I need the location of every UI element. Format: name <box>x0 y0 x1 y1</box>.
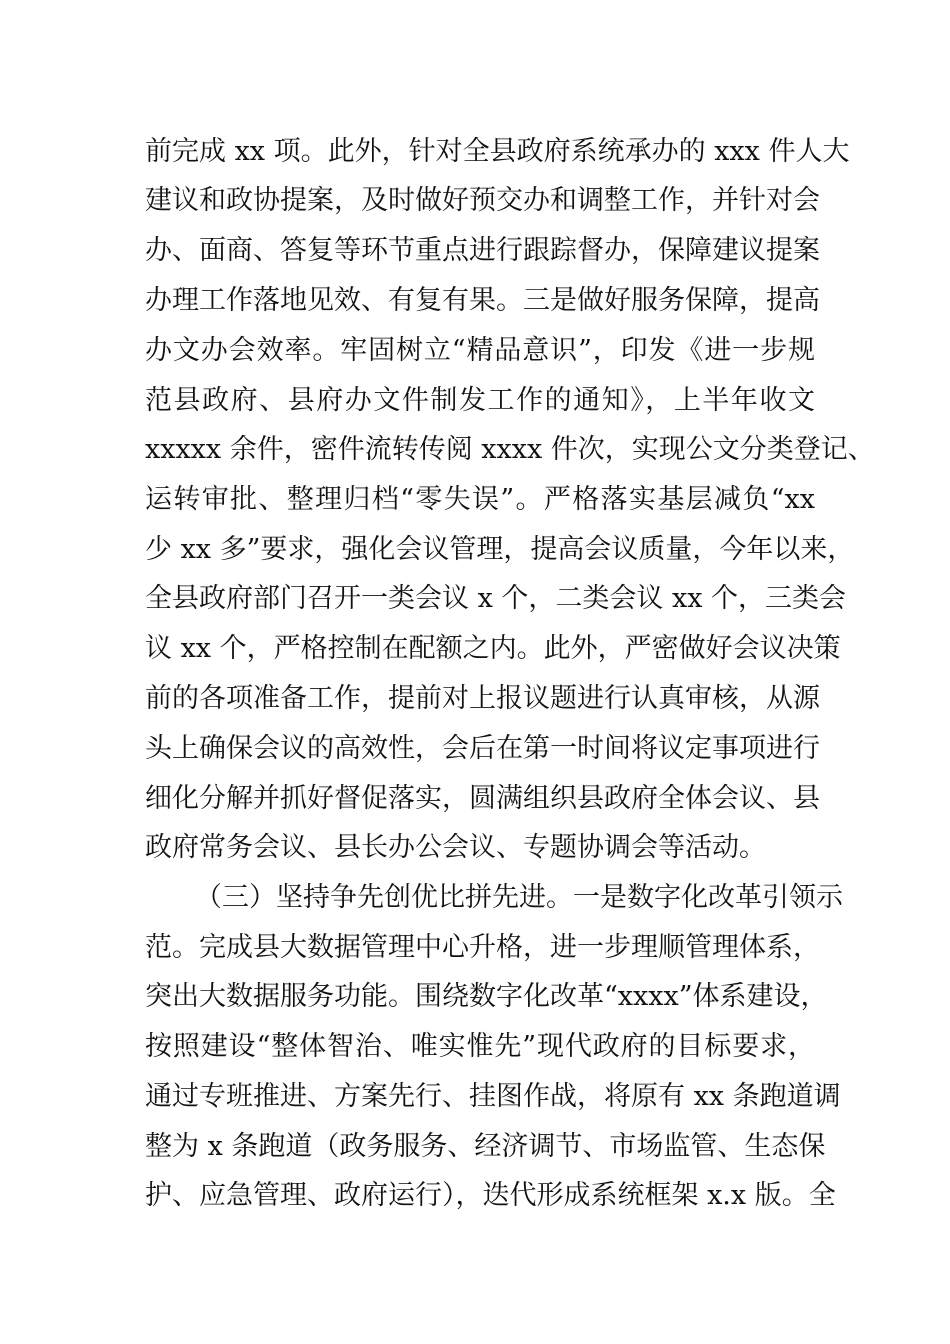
text-line: 运转审批、整理归档“零失误”。严格落实基层减负“xx <box>145 484 815 515</box>
text-line: xxxxx 余件，密件流转传阅 xxxx 件次，实现公文分类登记、 <box>145 434 875 465</box>
text-line: 前完成 xx 项。此外，针对全县政府系统承办的 xxx 件人大 <box>145 136 850 167</box>
text-line-paragraph-end: 政府常务会议、县长办公会议、专题协调会等活动。 <box>145 832 766 863</box>
text-line: 头上确保会议的高效性，会后在第一时间将议定事项进行 <box>145 733 820 764</box>
text-line: 细化分解并抓好督促落实，圆满组织县政府全体会议、县 <box>145 783 820 814</box>
text-line: 办理工作落地见效、有复有果。三是做好服务保障，提高 <box>145 285 820 316</box>
text-line: 建议和政协提案，及时做好预交办和调整工作，并针对会 <box>145 185 820 216</box>
text-line: 办文办会效率。牢固树立“精品意识”，印发《进一步规 <box>145 335 815 366</box>
text-line: 突出大数据服务功能。围绕数字化改革“xxxx”体系建设， <box>145 981 828 1012</box>
text-line: 全县政府部门召开一类会议 x 个，二类会议 xx 个，三类会 <box>145 583 847 614</box>
text-line: 范县政府、县府办文件制发工作的通知》，上半年收文 <box>145 385 815 416</box>
section-heading-line: （三）坚持争先创优比拼先进。一是数字化改革引领示 <box>195 882 843 913</box>
text-line: 少 xx 多”要求，强化会议管理，提高会议质量，今年以来， <box>145 534 855 565</box>
text-line: 整为 x 条跑道（政务服务、经济调节、市场监管、生态保 <box>145 1131 826 1162</box>
text-line: 按照建设“整体智治、唯实惟先”现代政府的目标要求， <box>145 1031 815 1062</box>
text-line: 范。完成县大数据管理中心升格，进一步理顺管理体系， <box>145 932 820 963</box>
text-line: 议 xx 个，严格控制在配额之内。此外，严密做好会议决策 <box>145 633 841 664</box>
text-line: 办、面商、答复等环节重点进行跟踪督办，保障建议提案 <box>145 235 820 266</box>
text-line: 护、应急管理、政府运行），迭代形成系统框架 x.x 版。全 <box>145 1180 836 1211</box>
text-line: 前的各项准备工作，提前对上报议题进行认真审核，从源 <box>145 683 820 714</box>
text-line: 通过专班推进、方案先行、挂图作战，将原有 xx 条跑道调 <box>145 1081 841 1112</box>
